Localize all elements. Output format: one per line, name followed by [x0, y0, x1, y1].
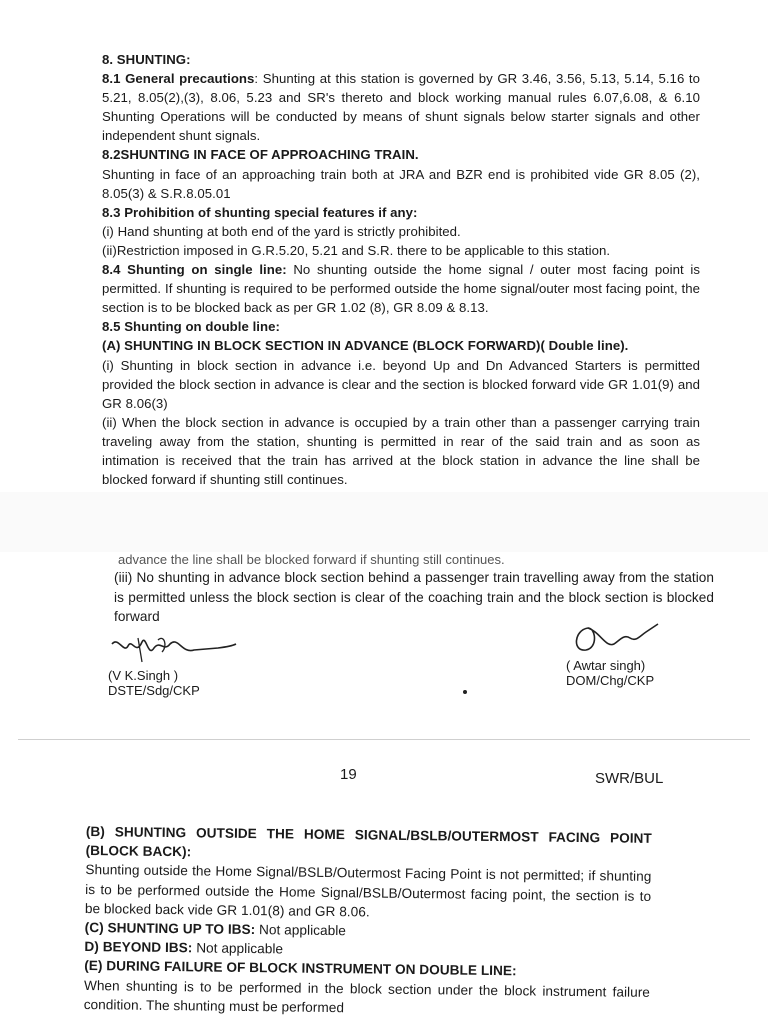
- para-8-3-title: 8.3 Prohibition of shunting special features if any:: [102, 204, 418, 220]
- section-8-shunting: [102, 50, 700, 489]
- stray-mark: [463, 690, 467, 694]
- para-8-2-title: 8.2SHUNTING IN FACE OF APPROACHING TRAIN.: [102, 147, 419, 163]
- para-8-2-body: Shunting in face of an approaching train both at JRA and BZR end is prohibited vide GR 8.05 (2), 8.05(3) & S.R.8.05.01: [102, 166, 700, 201]
- para-8-5-a-i: (i) Shunting in block section in advance i.e. beyond Up and Dn Advanced Starters is permitted provided the block section in advance is clear and the section is blocked forward vide GR 1.01(9) and GR 8.06(3): [102, 357, 700, 411]
- para-c-body: Not applicable: [255, 922, 347, 939]
- para-8-5-a-title: (A) SHUNTING IN BLOCK SECTION IN ADVANCE (BLOCK FORWARD)( Double line).: [102, 338, 629, 354]
- signature-left-name: (V K.Singh ): [108, 668, 179, 683]
- para-b-title: (B) SHUNTING OUTSIDE THE HOME SIGNAL/BSLB/OUTERMOST FACING POINT (BLOCK BACK):: [85, 823, 652, 860]
- para-e-title: (E) DURING FAILURE OF BLOCK INSTRUMENT ON DOUBLE LINE:: [84, 958, 517, 979]
- para-8-1-body: : Shunting at this station is governed by GR 3.46, 3.56, 5.13, 5.14, 5.16 to 5.21, 8.05(2),(3), 8.06, 5.23 and SR's thereto and block working manual rules 6.07,6.08, & 6.10 Shunting Operations will be conducted by means of shunt signals below starter signals and other independent shunt signals.: [102, 71, 701, 144]
- cut-off-line: advance the line shall be blocked forward if shunting still continues.: [118, 552, 505, 567]
- section-heading: 8. SHUNTING:: [102, 52, 191, 67]
- para-c-title: (C) SHUNTING UP TO IBS:: [84, 920, 256, 938]
- signature-right-name: ( Awtar singh): [566, 658, 646, 673]
- page-number: 19: [340, 766, 357, 783]
- signature-left-designation: DSTE/Sdg/CKP: [108, 683, 200, 698]
- para-8-3-i: (i) Hand shunting at both end of the yard is strictly prohibited.: [102, 223, 461, 239]
- para-8-1-title: 8.1 General precautions: [102, 71, 255, 87]
- document-reference: SWR/BUL: [595, 770, 664, 787]
- para-8-3-ii: (ii)Restriction imposed in G.R.5.20, 5.21 and S.R. there to be applicable to this station.: [102, 242, 611, 258]
- signature-right-icon: [566, 618, 666, 658]
- page-divider: [18, 739, 750, 740]
- para-b-body: Shunting outside the Home Signal/BSLB/Outermost Facing Point is not permitted; if shunting is to be performed outside the Home Signal/BSLB/Outermost facing point, the section is to be blocked back vide GR 1.01(8) and GR 8.06.: [84, 862, 652, 920]
- para-8-4-body: No shunting outside the home signal / outer most facing point is permitted. If shunting is required to be performed outside the home signal/outer most facing point, the section is to be blocked back as per GR 1.02 (8), GR 8.09 & 8.13.: [102, 262, 700, 316]
- para-8-4: [102, 260, 700, 317]
- signature-right-designation: DOM/Chg/CKP: [566, 673, 655, 688]
- para-8-1: [102, 69, 700, 145]
- signature-block-left: [108, 632, 268, 698]
- signature-left-icon: [108, 632, 238, 668]
- para-8-5-a-ii: (ii) When the block section in advance is occupied by a train other than a passenger carrying train traveling away from the station, shunting is permitted in rear of the said train and as soon as intimation is received that the train has arrived at the block station in advance the line shall be blocked forward if shunting still continues.: [102, 414, 700, 488]
- section-8-5-b-e: [84, 822, 652, 1021]
- para-d-title: D) BEYOND IBS:: [84, 939, 193, 956]
- para-e-body: When shunting is to be performed in the block section under the block instrument failure condition. The shunting must be performed: [83, 977, 651, 1015]
- para-8-5-a-iii: (iii) No shunting in advance block section behind a passenger train travelling away from the station is permitted unless the block section is clear of the coaching train and the block section is blocked forward: [114, 570, 714, 624]
- para-d-body: Not applicable: [192, 940, 284, 957]
- signature-block-right: [566, 618, 696, 688]
- para-8-4-title: 8.4 Shunting on single line:: [102, 262, 287, 278]
- para-8-5-title: 8.5 Shunting on double line:: [102, 319, 280, 335]
- scan-seam: [0, 492, 768, 552]
